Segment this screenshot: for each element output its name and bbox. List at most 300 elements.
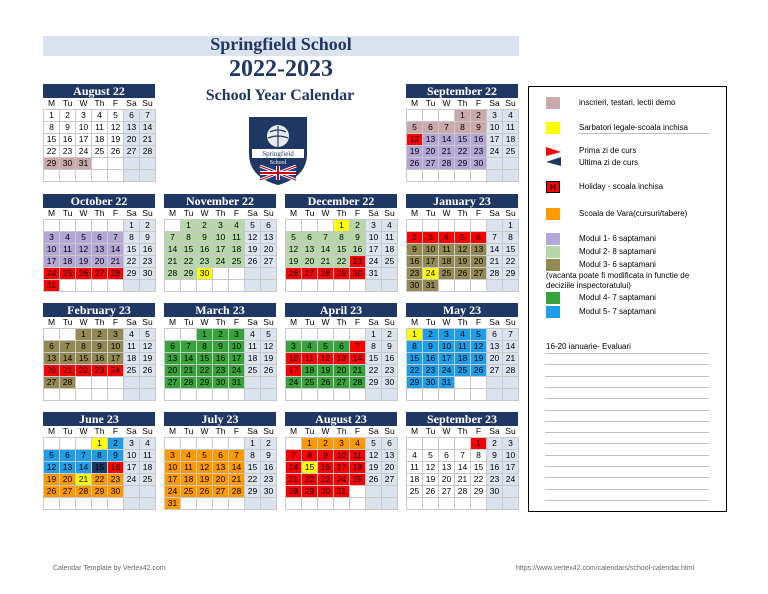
day-cell: 22 [302,474,318,486]
day-cell [407,170,423,182]
weekday-label: Sa [124,317,140,329]
day-cell: 20 [165,365,181,377]
weekday-label: Su [382,317,398,329]
day-cell [350,280,366,292]
day-cell: 29 [366,377,382,389]
svg-text:Springfield: Springfield [262,150,294,158]
day-cell [302,220,318,232]
weekday-label: M [407,208,423,220]
day-cell: 19 [423,474,439,486]
day-cell: 3 [229,329,245,341]
month-december-22 [285,194,397,292]
day-cell: 19 [366,462,382,474]
legend-note: 16-20 ianuarie- Evaluari [546,342,631,351]
day-cell: 27 [165,377,181,389]
day-cell: 24 [76,146,92,158]
weekday-label: Sa [366,317,382,329]
day-cell [382,268,398,280]
day-cell: 29 [245,486,261,498]
day-cell [261,268,277,280]
day-cell [140,158,156,170]
day-cell [44,438,60,450]
day-cell: 31 [366,268,382,280]
day-cell: 5 [455,232,471,244]
day-cell: 7 [455,450,471,462]
day-cell: 30 [471,158,487,170]
day-cell: 16 [407,256,423,268]
day-cell: 1 [76,329,92,341]
weekday-label: F [350,208,366,220]
day-cell: 13 [213,462,229,474]
day-cell: 19 [407,146,423,158]
day-cell [124,280,140,292]
day-cell: 23 [350,256,366,268]
day-cell: 5 [366,438,382,450]
day-cell [92,389,108,401]
day-cell: 23 [108,474,124,486]
day-cell: 16 [487,462,503,474]
day-cell: 10 [165,462,181,474]
weekday-label: F [471,98,487,110]
weekday-label: W [318,208,334,220]
day-cell: 5 [471,329,487,341]
day-cell: 12 [108,122,124,134]
day-cell: 8 [245,450,261,462]
day-cell [503,486,519,498]
month-august-23 [285,412,397,510]
day-cell: 17 [334,462,350,474]
day-cell: 12 [286,244,302,256]
day-cell: 25 [302,377,318,389]
month-september-23 [406,412,518,510]
day-cell: 11 [503,122,519,134]
weekday-label: M [165,426,181,438]
weekday-label: M [407,317,423,329]
day-cell: 24 [286,377,302,389]
day-cell [487,377,503,389]
day-cell [229,280,245,292]
day-cell: 10 [213,232,229,244]
day-cell: 9 [197,232,213,244]
day-cell: 9 [471,122,487,134]
day-cell: 25 [439,268,455,280]
day-cell: 6 [44,341,60,353]
day-cell [76,377,92,389]
day-cell: 31 [229,377,245,389]
day-cell: 3 [439,329,455,341]
day-cell: 27 [487,365,503,377]
day-cell: 20 [471,256,487,268]
legend-label: Holiday - scoala inchisa [579,182,664,191]
month-march-23 [164,303,276,401]
day-cell [455,389,471,401]
weekday-label: Su [261,317,277,329]
weekday-label: Su [261,208,277,220]
day-cell [439,170,455,182]
weekday-label: W [76,208,92,220]
day-cell: 18 [350,462,366,474]
day-cell: 16 [350,244,366,256]
day-cell: 29 [455,158,471,170]
day-cell: 24 [439,365,455,377]
legend-swatch [546,233,560,245]
month-header: January 23 [406,194,518,208]
day-cell: 1 [197,329,213,341]
day-cell: 25 [350,474,366,486]
day-cell: 2 [487,438,503,450]
day-cell: 19 [245,244,261,256]
day-cell [181,389,197,401]
day-cell [124,486,140,498]
day-cell: 18 [302,365,318,377]
day-cell: 29 [197,377,213,389]
weekday-label: Th [92,98,108,110]
day-cell: 30 [197,268,213,280]
day-cell: 18 [229,244,245,256]
day-cell: 28 [455,486,471,498]
day-cell: 4 [503,110,519,122]
legend-divider [579,133,709,134]
weekday-label: Th [213,426,229,438]
day-cell: 12 [261,341,277,353]
day-cell: 4 [181,450,197,462]
day-cell: 9 [487,450,503,462]
month-header: February 23 [43,303,155,317]
day-cell: 4 [382,220,398,232]
day-cell: 9 [60,122,76,134]
day-cell: 10 [334,450,350,462]
day-cell [455,280,471,292]
weekday-label: F [108,426,124,438]
day-cell [302,329,318,341]
day-cell: 26 [197,486,213,498]
day-cell [108,377,124,389]
weekday-label: Sa [124,98,140,110]
day-cell: 25 [140,474,156,486]
day-cell: 30 [108,486,124,498]
day-cell [108,389,124,401]
day-cell: 24 [423,268,439,280]
day-cell [487,220,503,232]
day-cell: 7 [229,450,245,462]
day-cell: 2 [318,438,334,450]
day-cell: 25 [181,486,197,498]
weekday-label: W [439,426,455,438]
day-cell: 24 [334,474,350,486]
day-cell: 7 [350,341,366,353]
day-cell: 13 [60,462,76,474]
day-cell: 6 [487,329,503,341]
day-cell: 13 [487,341,503,353]
day-cell [165,438,181,450]
footer-url[interactable]: https://www.vertex42.com/calendars/school-calendar.html [516,565,695,572]
month-header: October 22 [43,194,155,208]
day-cell [213,268,229,280]
weekday-label: F [229,208,245,220]
day-cell [44,170,60,182]
day-cell [213,389,229,401]
day-cell: 3 [487,110,503,122]
day-cell [245,280,261,292]
day-cell: 11 [382,232,398,244]
day-cell [197,498,213,510]
weekday-label: M [44,208,60,220]
day-cell [261,498,277,510]
day-cell: 8 [302,450,318,462]
day-cell: 31 [76,158,92,170]
day-cell: 10 [423,244,439,256]
day-cell: 21 [455,474,471,486]
day-cell: 17 [76,134,92,146]
day-cell [471,280,487,292]
day-cell: 26 [286,268,302,280]
day-cell [439,280,455,292]
day-cell: 2 [197,220,213,232]
day-cell: 15 [92,462,108,474]
day-cell [423,170,439,182]
month-may-23 [406,303,518,401]
day-cell [439,389,455,401]
day-cell: 21 [318,256,334,268]
day-cell [407,220,423,232]
weekday-label: Th [92,426,108,438]
day-cell: 13 [423,134,439,146]
day-cell [92,498,108,510]
day-cell: 20 [261,244,277,256]
day-cell: 7 [286,450,302,462]
day-cell [503,158,519,170]
day-cell: 22 [471,474,487,486]
day-cell: 11 [229,232,245,244]
day-cell [197,438,213,450]
weekday-label: Su [382,208,398,220]
day-cell: 6 [60,450,76,462]
day-cell: 2 [261,438,277,450]
day-cell [60,220,76,232]
day-cell: 16 [318,462,334,474]
day-cell [455,170,471,182]
day-cell: 6 [439,450,455,462]
day-cell: 7 [108,232,124,244]
day-cell [92,158,108,170]
day-cell: 11 [245,341,261,353]
day-cell [213,280,229,292]
day-cell: 24 [366,256,382,268]
day-cell: 18 [439,256,455,268]
legend-swatch [546,292,560,304]
day-cell: 21 [60,365,76,377]
note-line [545,500,709,501]
day-cell: 11 [302,353,318,365]
day-cell: 11 [439,244,455,256]
day-cell: 18 [382,244,398,256]
weekday-label: Th [213,208,229,220]
day-cell: 4 [92,110,108,122]
day-cell [60,170,76,182]
day-cell [334,280,350,292]
day-cell [334,389,350,401]
day-cell: 4 [124,329,140,341]
note-line [545,443,709,444]
day-cell: 4 [350,438,366,450]
weekday-label: M [407,98,423,110]
day-cell [92,377,108,389]
day-cell [245,498,261,510]
day-cell: 18 [124,353,140,365]
day-cell: 23 [318,474,334,486]
day-cell: 16 [60,134,76,146]
day-cell [503,280,519,292]
day-cell: 28 [60,377,76,389]
day-cell [44,389,60,401]
legend-label: inscrieri, testari, lectii demo [579,98,676,107]
day-cell: 16 [471,134,487,146]
weekday-label: Tu [302,317,318,329]
day-cell: 26 [76,268,92,280]
day-cell: 14 [318,244,334,256]
legend-swatch [546,97,560,109]
day-cell: 28 [165,268,181,280]
weekday-label: Th [455,98,471,110]
legend-label: Modul 5- 7 saptamani [579,307,656,316]
day-cell [439,438,455,450]
day-cell [108,498,124,510]
day-cell: 13 [92,244,108,256]
day-cell [140,486,156,498]
day-cell [382,280,398,292]
day-cell: 15 [407,353,423,365]
day-cell [165,220,181,232]
day-cell: 30 [213,377,229,389]
day-cell: 10 [108,341,124,353]
day-cell: 3 [213,220,229,232]
day-cell: 10 [76,122,92,134]
day-cell: 20 [124,134,140,146]
day-cell: 10 [487,122,503,134]
day-cell: 25 [455,365,471,377]
weekday-label: Th [92,317,108,329]
day-cell: 8 [197,341,213,353]
day-cell: 9 [350,232,366,244]
day-cell [318,280,334,292]
day-cell: 12 [423,462,439,474]
day-cell: 5 [245,220,261,232]
day-cell: 2 [423,329,439,341]
day-cell: 30 [318,486,334,498]
day-cell [423,438,439,450]
day-cell: 20 [382,462,398,474]
day-cell: 8 [92,450,108,462]
day-cell: 22 [197,365,213,377]
weekday-label: W [318,317,334,329]
weekday-label: Th [455,317,471,329]
weekday-label: M [407,426,423,438]
day-cell: 10 [439,341,455,353]
day-cell: 17 [165,474,181,486]
day-cell: 2 [213,329,229,341]
day-cell [261,280,277,292]
day-cell [350,389,366,401]
day-cell: 1 [92,438,108,450]
day-cell: 7 [439,122,455,134]
day-cell: 15 [245,462,261,474]
day-cell: 30 [60,158,76,170]
day-cell: 19 [318,365,334,377]
day-cell: 14 [503,341,519,353]
day-cell: 18 [140,462,156,474]
day-cell: 2 [92,329,108,341]
day-cell [108,220,124,232]
day-cell [439,498,455,510]
day-cell [261,389,277,401]
day-cell [165,389,181,401]
day-cell: 12 [76,244,92,256]
day-cell: 29 [44,158,60,170]
note-line [545,364,709,365]
weekday-label: W [439,98,455,110]
day-cell: 23 [261,474,277,486]
day-cell: 7 [140,110,156,122]
day-cell: 15 [471,462,487,474]
day-cell [124,389,140,401]
weekday-label: Tu [181,317,197,329]
calendar-subtitle: School Year Calendar [205,87,355,104]
day-cell: 12 [455,244,471,256]
legend-note-vacanta: (vacanta poate fi modificata in functie de deciziile inspectoratului) [546,271,690,290]
weekday-label: Tu [302,208,318,220]
legend-label: Modul 2- 8 saptamani [579,247,656,256]
day-cell: 26 [44,486,60,498]
day-cell: 16 [140,244,156,256]
day-cell: 1 [407,329,423,341]
weekday-label: Su [261,426,277,438]
day-cell: 20 [44,365,60,377]
day-cell [165,280,181,292]
weekday-label: Th [455,426,471,438]
day-cell: 15 [181,244,197,256]
day-cell: 21 [181,365,197,377]
day-cell: 17 [286,365,302,377]
day-cell: 2 [60,110,76,122]
weekday-label: F [229,426,245,438]
day-cell: 1 [455,110,471,122]
day-cell [302,498,318,510]
legend-swatch [546,208,560,220]
day-cell [439,220,455,232]
day-cell: 14 [350,353,366,365]
day-cell: 20 [487,353,503,365]
weekday-label: M [286,317,302,329]
day-cell: 9 [407,244,423,256]
day-cell [76,389,92,401]
day-cell [76,498,92,510]
day-cell: 21 [439,146,455,158]
day-cell: 20 [60,474,76,486]
day-cell: 8 [407,341,423,353]
day-cell: 31 [439,377,455,389]
day-cell [407,110,423,122]
day-cell: 6 [124,110,140,122]
day-cell: 17 [439,353,455,365]
day-cell [140,389,156,401]
day-cell [407,438,423,450]
day-cell: 21 [286,474,302,486]
day-cell: 22 [503,256,519,268]
day-cell: 20 [92,256,108,268]
weekday-label: Tu [60,98,76,110]
day-cell: 11 [350,450,366,462]
day-cell: 2 [350,220,366,232]
